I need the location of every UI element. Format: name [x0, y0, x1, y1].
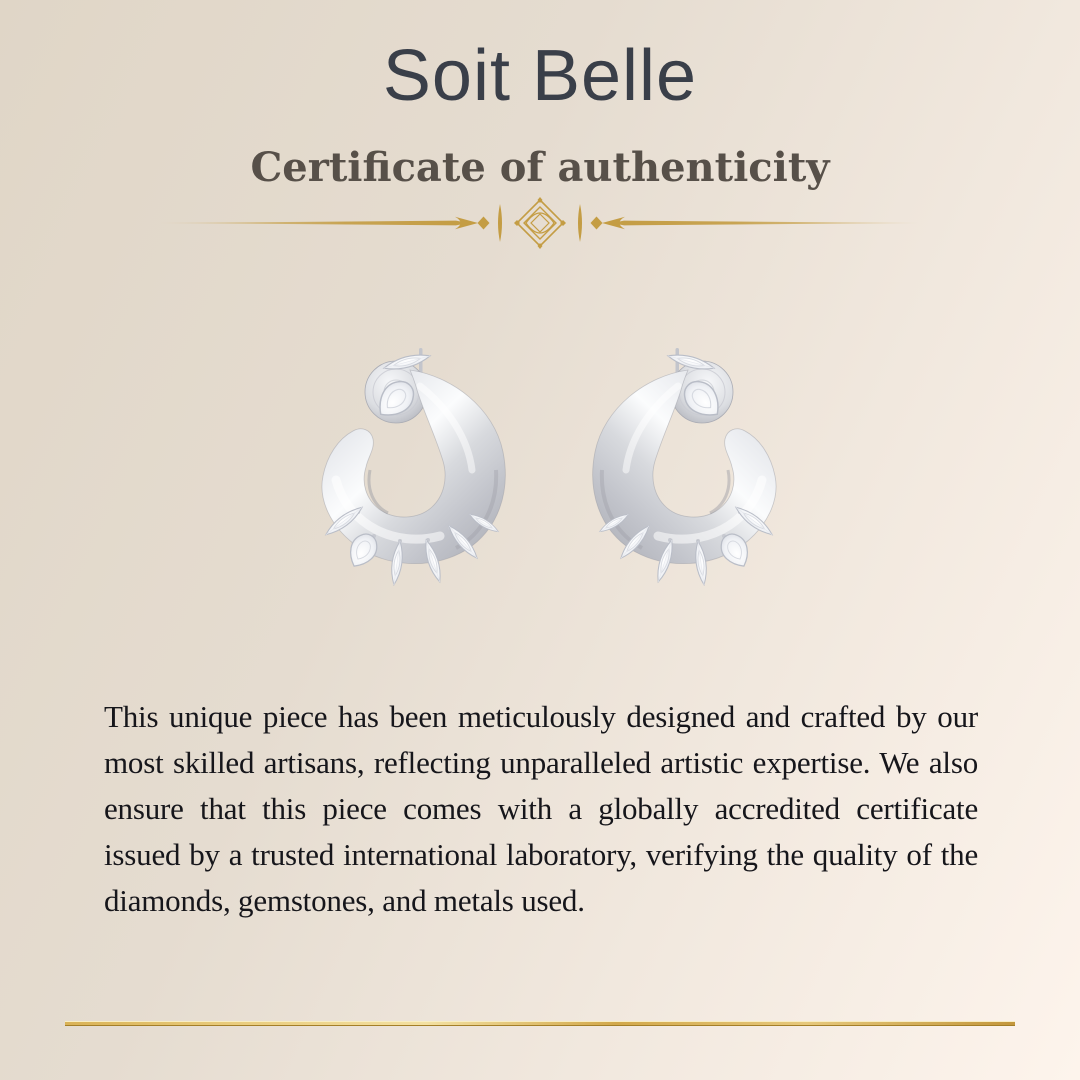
earring-left-icon	[300, 320, 520, 600]
brand-logo: Soit Belle	[382, 36, 698, 116]
product-image-diamond-hoop-earrings	[300, 320, 798, 600]
footer-gold-rule	[65, 1021, 1015, 1026]
earring-right-icon	[578, 320, 798, 600]
ornamental-divider	[160, 197, 920, 249]
page-title: Certificate of authenticity	[250, 144, 830, 191]
description-text: This unique piece has been meticulously designed and crafted by our most skilled artisans, reflecting unparalleled artistic expertise. We also ensure that this piece comes with a globally accredited certificate issued by a trusted international laboratory, verifying the quality of the diamonds, gemstones, and metals used.	[104, 699, 978, 918]
gold-flourish-divider-icon	[160, 197, 920, 249]
